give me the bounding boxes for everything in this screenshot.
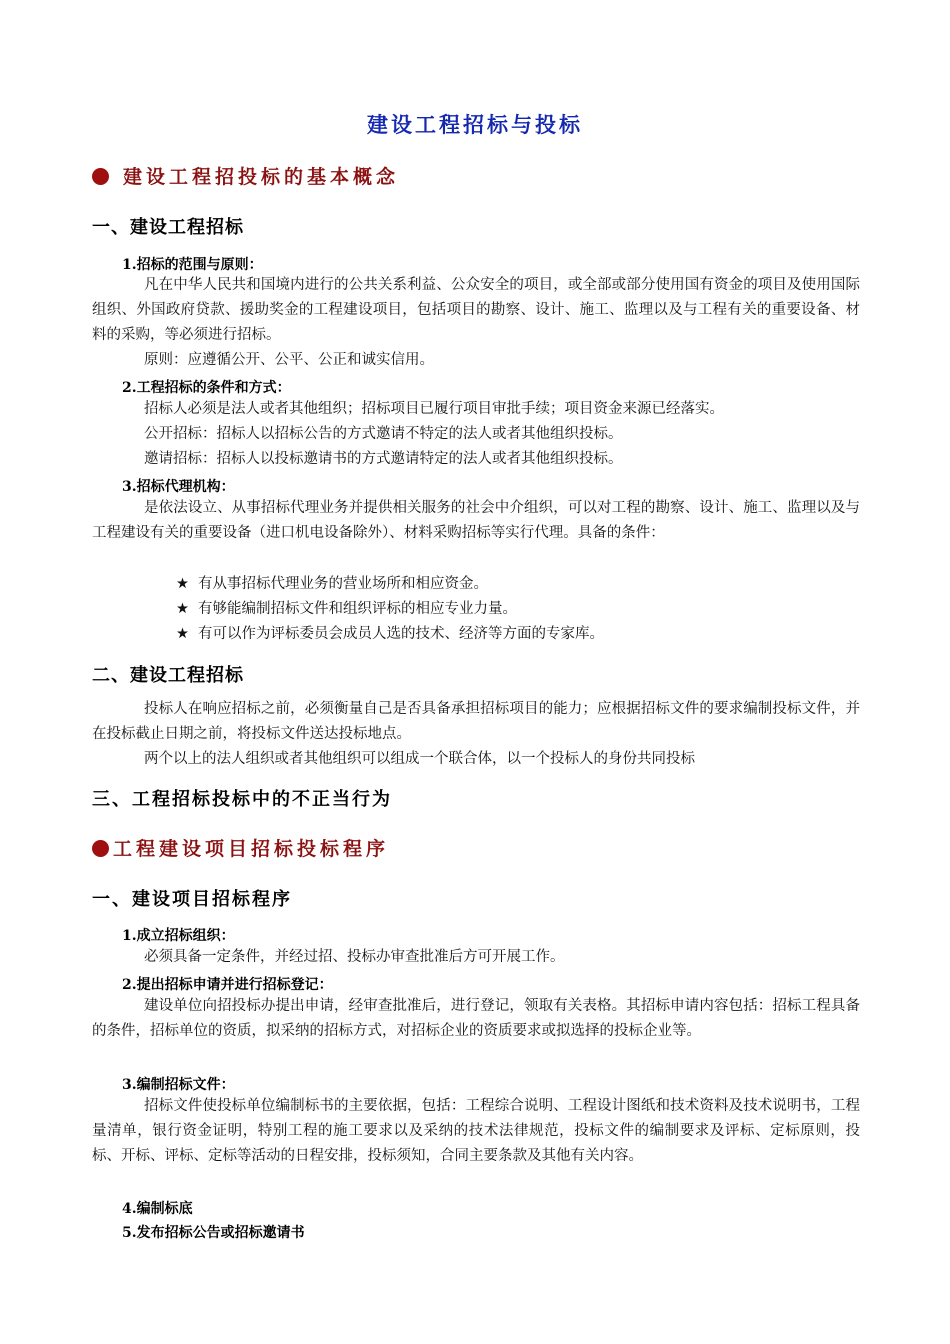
line-principles: 原则：应遵循公开、公平、公正和诚实信用。 — [144, 352, 434, 368]
paragraph-application: 建设单位向招投标办提出申请，经审查批准后，进行登记，领取有关表格。其招标申请内容包括：招标工程具备的条件，招标单位的资质，拟采纳的招标方式，对招标企业的资质要求或拟选择的投标企业等。 — [92, 998, 860, 1039]
item-scope-principles: 1.招标的范围与原则： — [122, 257, 263, 273]
item-conditions-methods: 2.工程招标的条件和方式： — [122, 380, 291, 396]
heading-tender-procedure: 一、建设项目招标程序 — [92, 889, 292, 910]
star-icon: ★ — [176, 601, 189, 617]
section-heading-text: 建设工程招投标的基本概念 — [123, 166, 400, 188]
list-item-requirement-1: ★ 有从事招标代理业务的营业场所和相应资金。 — [176, 572, 488, 597]
line-organization: 必须具备一定条件，并经过招、投标办审查批准后方可开展工作。 — [144, 949, 565, 965]
item-bid-baseline: 4.编制标底 — [122, 1201, 193, 1217]
star-icon: ★ — [176, 626, 189, 642]
heading-improper-conduct: 三、工程招标投标中的不正当行为 — [92, 789, 392, 810]
list-item-requirement-3: ★ 有可以作为评标委员会成员人选的技术、经济等方面的专家库。 — [176, 622, 604, 647]
star-icon: ★ — [176, 576, 189, 592]
item-agency: 3.招标代理机构： — [122, 479, 235, 495]
heading-construction-tendering: 一、建设工程招标 — [92, 217, 244, 238]
bullet-dot-icon — [92, 840, 109, 857]
item-tender-documents: 3.编制招标文件： — [122, 1077, 235, 1093]
paragraph-agency: 是依法设立、从事招标代理业务并提供相关服务的社会中介组织，可以对工程的勘察、设计、施工、监理以及与工程建设有关的重要设备（进口机电设备除外）、材料采购招标等实行代理。具备的条件： — [92, 500, 860, 541]
heading-construction-bidding: 二、建设工程招标 — [92, 665, 244, 686]
list-item-requirement-2: ★ 有够能编制招标文件和组织评标的相应专业力量。 — [176, 597, 517, 622]
line-invited-tender: 邀请招标：招标人以投标邀请书的方式邀请特定的法人或者其他组织投标。 — [144, 451, 623, 467]
item-tender-organization: 1.成立招标组织： — [122, 928, 235, 944]
document-title: 建设工程招标与投标 — [367, 112, 583, 137]
line-consortium: 两个以上的法人组织或者其他组织可以组成一个联合体，以一个投标人的身份共同投标 — [144, 751, 695, 767]
section-heading-basic-concepts — [92, 162, 399, 189]
line-conditions: 招标人必须是法人或者其他组织；招标项目已履行项目审批手续；项目资金来源已经落实。 — [144, 401, 724, 417]
line-open-tender: 公开招标：招标人以招标公告的方式邀请不特定的法人或者其他组织投标。 — [144, 426, 623, 442]
paragraph-documents: 招标文件使投标单位编制标书的主要依据，包括：工程综合说明、工程设计图纸和技术资料及技术说明书，工程量清单，银行资金证明，特别工程的施工要求以及采纳的技术法律规范，投标文件的编制要求及评标、定标原则，投标、开标、评标、定标等活动的日程安排，投标须知，合同主要条款及其他有关内容。 — [92, 1098, 860, 1164]
paragraph-bidder: 投标人在响应招标之前，必须衡量自己是否具备承担招标项目的能力；应根据招标文件的要求编制投标文件，并在投标截止日期之前，将投标文件送达投标地点。 — [92, 701, 860, 742]
section-heading-procedure — [92, 834, 389, 861]
paragraph-scope: 凡在中华人民共和国境内进行的公共关系利益、公众安全的项目，或全部或部分使用国有资金的项目及使用国际组织、外国政府贷款、援助奖金的工程建设项目，包括项目的勘察、设计、施工、监理以及与工程有关的重要设备、材料的采购，等必须进行招标。 — [92, 277, 860, 343]
item-tender-application: 2.提出招标申请并进行招标登记： — [122, 977, 333, 993]
section-heading-text: 工程建设项目招标投标程序 — [113, 838, 390, 860]
bullet-dot-icon — [92, 168, 109, 185]
item-publish-notice: 5.发布招标公告或招标邀请书 — [122, 1225, 305, 1241]
